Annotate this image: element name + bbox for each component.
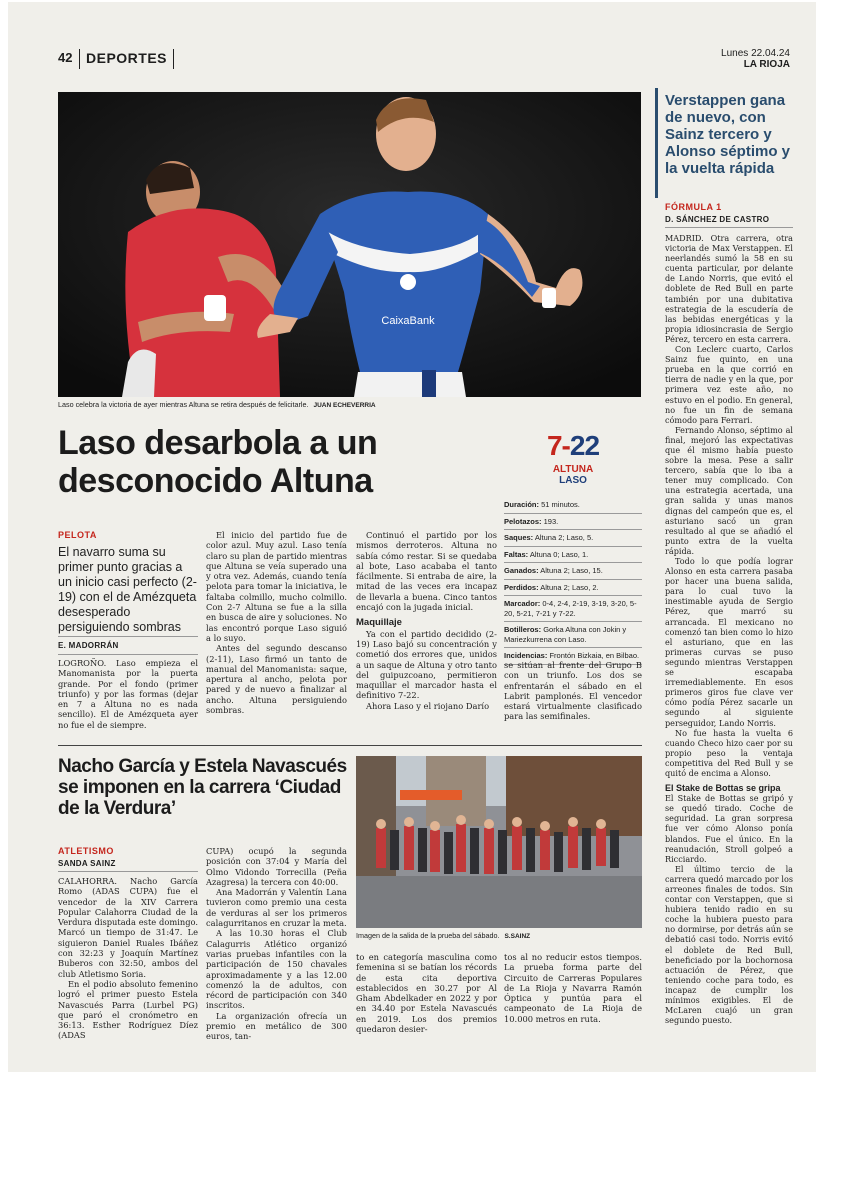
side-byline: D. SÁNCHEZ DE CASTRO — [665, 215, 770, 224]
stat-row — [504, 514, 642, 531]
second-col-2 — [206, 846, 347, 1042]
main-col-1 — [58, 658, 198, 730]
score-dash: - — [561, 430, 570, 461]
main-photo — [58, 92, 641, 397]
photo-credit: JUAN ECHEVERRIA — [313, 402, 376, 409]
second-headline: Nacho García y Estela Navascués se imponen en la carrera ‘Ciudad de la Verdura’ — [58, 756, 347, 819]
paragraph: El último tercio de la carrera quedó marcado por los arreones finales de todos. Sin contar con Verstappen, que si hubiera tenido radio en su coche la hubiera puesto para no dormirse, por detrás aún se debatió casi todo. Norris evitó el doblete de Red Bull, beneficiado por la bochornosa actuación de Pérez, que teniendo coche para todo, es incapaz de cumplir los mínimos exigibles. El de McLaren cuajó un gran segundo puesto. — [665, 863, 793, 1026]
final-score — [504, 430, 642, 464]
stat-row — [504, 497, 642, 514]
paragraph: El inicio del partido fue de color azul. Muy azul. Laso tenía claro su plan de partido mientras que Altuna se veía superado una y otra vez. Además, cuando tenía pelota para tomar la iniciativa, le faltaba colmillo, mucho colmillo. Con 2-7 Altuna se fue a la silla en busca de aire y soluciones. No las encontró porque Laso siguió a lo suyo. — [206, 530, 347, 643]
header-divider — [173, 49, 174, 69]
stat-value: Altuna 2; Laso, 15. — [540, 566, 603, 575]
main-byline: E. MADORRÁN — [58, 641, 119, 650]
paragraph: se sitúan al frente del Grupo B con un triunfo. Los dos se enfrentarán el sábado en el Labrit pamplonés. El vencedor estará virtualmente clasificado para las semifinales. — [504, 660, 642, 722]
stat-label: Incidencias: — [504, 651, 548, 660]
section-title: DEPORTES — [86, 50, 168, 66]
paragraph: Continuó el partido por los mismos derroteros. Altuna no sabía cómo restar. Si se quedaba al bote, Laso acababa el tanto fácilmente. Si entraba de aire, la mitad de las veces era incapaz de llevarla a buena. Cinco tantos encajó con la jugada inicial. — [356, 530, 497, 613]
byline-rule — [58, 654, 198, 655]
stat-label: Marcador: — [504, 599, 541, 608]
stat-label: Duración: — [504, 500, 540, 509]
race-photo — [356, 756, 642, 928]
main-kicker: PELOTA — [58, 530, 97, 540]
date-text: Lunes 22.04.24 — [721, 48, 790, 59]
stat-row — [504, 596, 642, 622]
team-laso: LASO — [559, 475, 587, 486]
side-accent-bar — [655, 88, 658, 198]
paragraph: Antes del segundo descanso (2-11), Laso firmó un tanto de manual del Manomanista: saque, apertura al ancho, pelota por pared y de nuevo a finalizar al ancho. Altuna persiguiendo sombras. — [206, 643, 347, 716]
byline-rule — [58, 636, 198, 637]
stat-value: 0-4, 2-4, 2-19, 3-19, 3-20, 5-20, 5-21, 7-21 y 7-22. — [504, 599, 637, 618]
score-first: 7 — [546, 430, 562, 461]
stat-label: Faltas: — [504, 549, 529, 559]
main-headline: Laso desarbola a un desconocido Altuna — [58, 424, 378, 500]
paragraph: Ya con el partido decidido (2-19) Laso bajó su concentración y cometió dos errores que, unidos a un saque de Altuna y otro tanto del guipuzcoano, permitieron maquillar el marcador hasta el definitivo 7-22. — [356, 628, 497, 701]
byline-rule — [665, 227, 793, 228]
paragraph: Todo lo que podía lograr Alonso en esta carrera pasaba por hacer una buena salida, para lo cual tuvo la inestimable ayuda de Sergio Pérez, que marró su arrancada. El mexicano no comenzó tan bien como lo hizo el asturiano, que en las primeras curvas se puso segundo mientras Verstappen se escapaba irremediablemente. En esos primeros giros fue clave ver cómo podía Pérez sacarle un segundo al siguiente perseguidor, Lando Norris. — [665, 556, 793, 728]
paragraph: LOGROÑO. Laso empieza el Manomanista por la puerta grande. Por el fondo (primer triunfo) y por las formas (dejar en 7 a Altuna no es nada sencillo). El de Amézqueta ayer no fue el de siempre. — [58, 658, 198, 730]
stat-row — [504, 547, 642, 564]
stat-value: Gorka Altuna con Jokin y Mariezkurrena con Laso. — [504, 625, 627, 644]
side-headline: Verstappen gana de nuevo, con Sainz tercero y Alonso séptimo y la vuelta rápida — [665, 92, 791, 177]
paragraph: CUPA) ocupó la segunda posición con 37:04 y María del Olmo Vidondo Torrecilla (Peña Azagresa) la tercera con 40:00. — [206, 846, 347, 887]
paragraph: La organización ofrecía un premio en metálico de 300 euros, tan- — [206, 1010, 347, 1042]
paragraph: Fernando Alonso, séptimo al final, mejoró las expectativas que él mismo había puesto sobre la mesa. Pese a salir tercero, sabía que lo iba a tener muy complicado. Con una estrategia acertada, una gran salida y unas manos dignas del campeón que es, el asturiano sacó un gran resultado al que se añadió el punto extra de la vuelta rápida. — [665, 424, 793, 556]
main-photo-caption — [58, 400, 641, 410]
second-col-4 — [504, 952, 642, 1024]
stat-value: 51 minutos. — [541, 500, 580, 509]
paragraph: En el podio absoluto femenino logró el primer puesto Estela Navascués Parra (Lurbel PG) que paró el cronómetro en 36:13. Esther Rodríguez Díez (ADAS — [58, 978, 198, 1041]
main-col-4 — [504, 660, 642, 722]
main-col-2 — [206, 530, 347, 715]
paragraph: tos al no reducir estos tiempos. La prueba forma parte del Circuito de Carreras Populares de La Rioja y Navarra Ramón Óptica y puntúa para el campeonato de La Rioja de 10.000 metros en ruta. — [504, 952, 642, 1024]
stat-label: Pelotazos: — [504, 516, 542, 526]
paragraph: CALAHORRA. Nacho García Romo (ADAS CUPA) fue el vencedor de la XIV Carrera Popular Calahorra Ciudad de la Verdura disputada este domingo. Marcó un tiempo de 31:47. Le siguieron Daniel Ruales Ibáñez con 32:23 y Joaquín Martínez Buberos con 32:50, ambos del club Atletismo Soria. — [58, 876, 198, 979]
stat-value: Frontón Bizkaia, en Bilbao. — [549, 651, 640, 660]
story-separator — [58, 745, 642, 746]
race-photo-caption — [356, 931, 642, 941]
score-teams — [504, 464, 642, 486]
paragraph: No fue hasta la vuelta 6 cuando Checo hizo caer por su propio peso la ventaja competitiva del Red Bull y se quitó de encima a Alonso. — [665, 727, 793, 778]
jersey-sponsor: CaixaBank — [381, 315, 435, 327]
pelota-players-image — [58, 92, 641, 397]
second-byline: SANDA SAINZ — [58, 859, 116, 868]
byline-rule — [58, 871, 198, 872]
paragraph: Con Leclerc cuarto, Carlos Sainz fue quinto, en una prueba en la que corrió en tierra de nadie y en la que, por primera vez este año, no estuvo en el podio. En general, no fue un fin de semana cómodo para Ferrari. — [665, 344, 793, 425]
caption-text: Imagen de la salida de la prueba del sábado. — [356, 931, 500, 940]
second-col-1 — [58, 876, 198, 1041]
stat-value: Altuna 2; Laso, 2. — [540, 582, 599, 592]
stat-value: Altuna 2; Laso, 5. — [534, 533, 594, 542]
paragraph: MADRID. Otra carrera, otra victoria de Max Verstappen. El neerlandés sumó la 58 en su cuenta particular, por delante de Lando Norris, que evitó el doblete de Red Bull en parte también por una dubitativa estrategia de la escudería de las bebidas energéticas y la propia idiosincrasia de Sergio Pérez, tercero en esta carrera. — [665, 233, 793, 344]
stat-row — [504, 530, 642, 547]
main-deck: El navarro suma su primer punto gracias a un inicio casi perfecto (2-19) con el de Amézqueta desesperado persiguiendo sombras — [58, 545, 197, 634]
stat-row — [504, 580, 642, 597]
issue-date — [721, 48, 790, 70]
side-kicker: FÓRMULA 1 — [665, 202, 722, 212]
stat-row — [504, 622, 642, 648]
main-col-3 — [356, 530, 497, 711]
side-body — [665, 233, 793, 1025]
paragraph: El Stake de Bottas se gripó y se quedó tirado. Coche de seguridad. La gran sorpresa fue ver cómo Alonso ponía blandos. Fue el único. En la reanudación, Stroll golpeó a Ricciardo. — [665, 793, 793, 864]
stat-label: Ganados: — [504, 566, 539, 575]
team-altuna: ALTUNA — [552, 464, 594, 475]
caption-text: Laso celebra la victoria de ayer mientras Altuna se retira después de felicitarle. — [58, 400, 309, 409]
stat-value: 193. — [543, 516, 559, 526]
side-subhead: El Stake de Bottas se gripa — [665, 783, 781, 794]
paragraph: A las 10.30 horas el Club Calagurris Atlético organizó varias pruebas infantiles con la participación de 150 chavales aproximadamente y a las 12.00 comenzó la de adultos, con récord de participación con 340 inscritos. — [206, 928, 347, 1011]
main-subhead: Maquillaje — [356, 617, 402, 629]
photo-credit: S.SAINZ — [504, 933, 531, 940]
stat-label: Perdidos: — [504, 582, 539, 592]
stat-label: Botilleros: — [504, 625, 542, 634]
stat-row — [504, 563, 642, 580]
header-divider — [79, 49, 80, 69]
second-kicker: ATLETISMO — [58, 846, 114, 856]
page-number: 42 — [58, 50, 73, 65]
scoreboard — [504, 430, 642, 486]
publication-name: LA RIOJA — [743, 59, 790, 70]
paragraph: to en categoría masculina como femenina si se batían los récords de esta cita deportiva establecidos en 30.27 por Al Gham Abdelkader en 2022 y por en 34.40 por Estela Navascués en 2019. Los dos premios quedaron desier- — [356, 952, 497, 1035]
second-col-3 — [356, 952, 497, 1034]
paragraph: Ahora Laso y el riojano Darío — [366, 700, 490, 711]
match-stats — [504, 497, 642, 665]
stat-value: Altuna 0; Laso, 1. — [529, 549, 589, 559]
score-second: 22 — [569, 430, 600, 461]
paragraph: Ana Madorrán y Valentín Lana tuvieron como premio una cesta de verduras al ser los primeros calagurritanos en cruzar la meta. — [206, 887, 347, 929]
race-start-image — [356, 756, 642, 928]
stat-label: Saques: — [504, 533, 534, 542]
